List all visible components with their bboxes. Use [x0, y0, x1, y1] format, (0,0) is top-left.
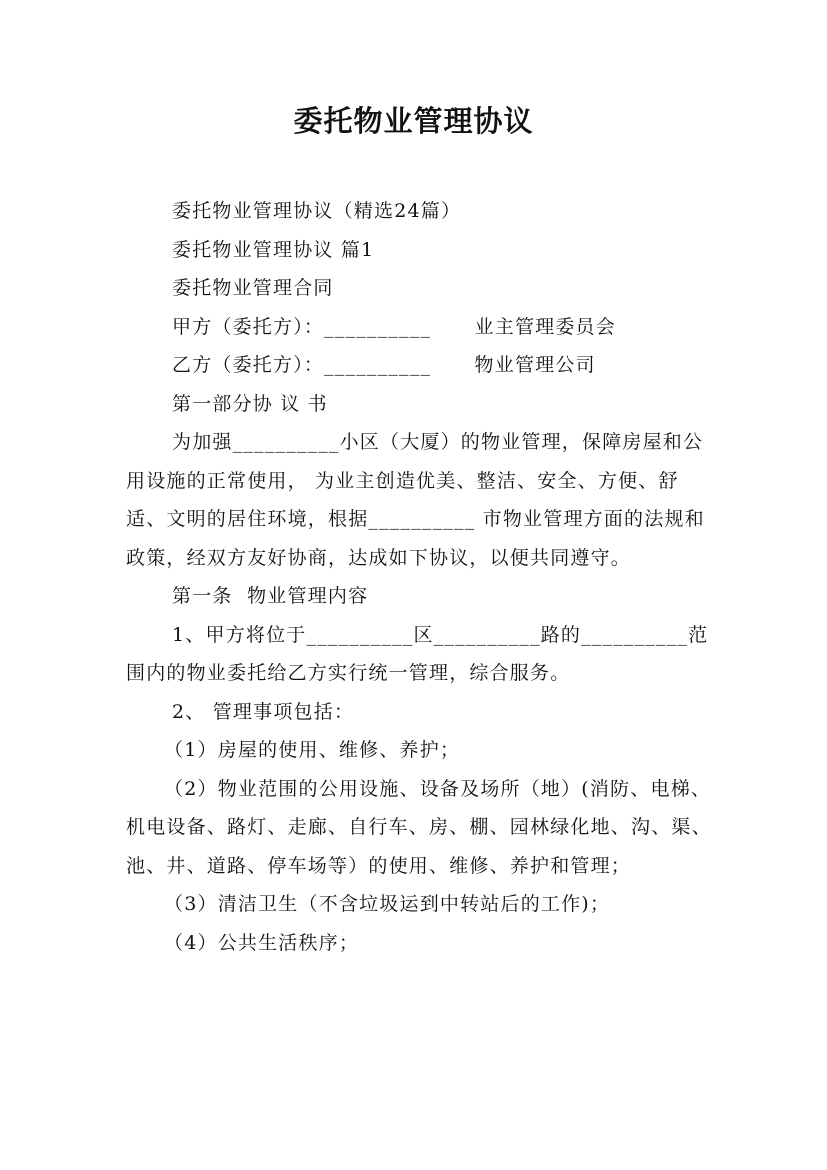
paragraph-subtitle: 委托物业管理协议（精选24篇）	[172, 200, 462, 222]
paragraph-clause-1: 1、甲方将位于__________区__________路的__________范围内的物业委托给乙方实行统一管理，综合服务。	[126, 623, 709, 684]
paragraph-purpose: 为加强__________小区（大厦）的物业管理，保障房屋和公用设施的正常使用， 为业主创造优美、整洁、安全、方便、舒适、文明的居住环境，根据__________ 市物业管理方面的法规和政策，经双方友好协商，达成如下协议，以便共同遵守。	[126, 431, 705, 569]
paragraph-part-one: 第一部分协 议 书	[172, 392, 328, 415]
document-body	[126, 192, 716, 962]
paragraph-party-b: 乙方（委托方）：__________ 物业管理公司	[172, 354, 596, 376]
paragraph-section-heading: 委托物业管理协议 篇1	[172, 238, 375, 261]
paragraph-item-3: （3）清洁卫生（不含垃圾运到中转站后的工作)；	[164, 893, 611, 915]
paragraph-article-one: 第一条 物业管理内容	[172, 585, 369, 607]
paragraph-item-2: （2）物业范围的公用设施、设备及场所（地）(消防、电梯、机电设备、路灯、走廊、自行车、房、棚、园林绿化地、沟、渠、池、井、道路、停车场等）的使用、维修、养护和管理；	[126, 777, 712, 877]
paragraph-item-1: （1）房屋的使用、维修、养护；	[164, 739, 461, 761]
document-title: 委托物业管理协议	[293, 104, 534, 138]
paragraph-clause-2: 2、 管理事项包括：	[172, 700, 355, 723]
paragraph-item-4: （4）公共生活秩序；	[164, 931, 360, 954]
paragraph-party-a: 甲方（委托方）：__________ 业主管理委员会	[172, 315, 616, 338]
paragraph-contract-title: 委托物业管理合同	[172, 277, 334, 299]
